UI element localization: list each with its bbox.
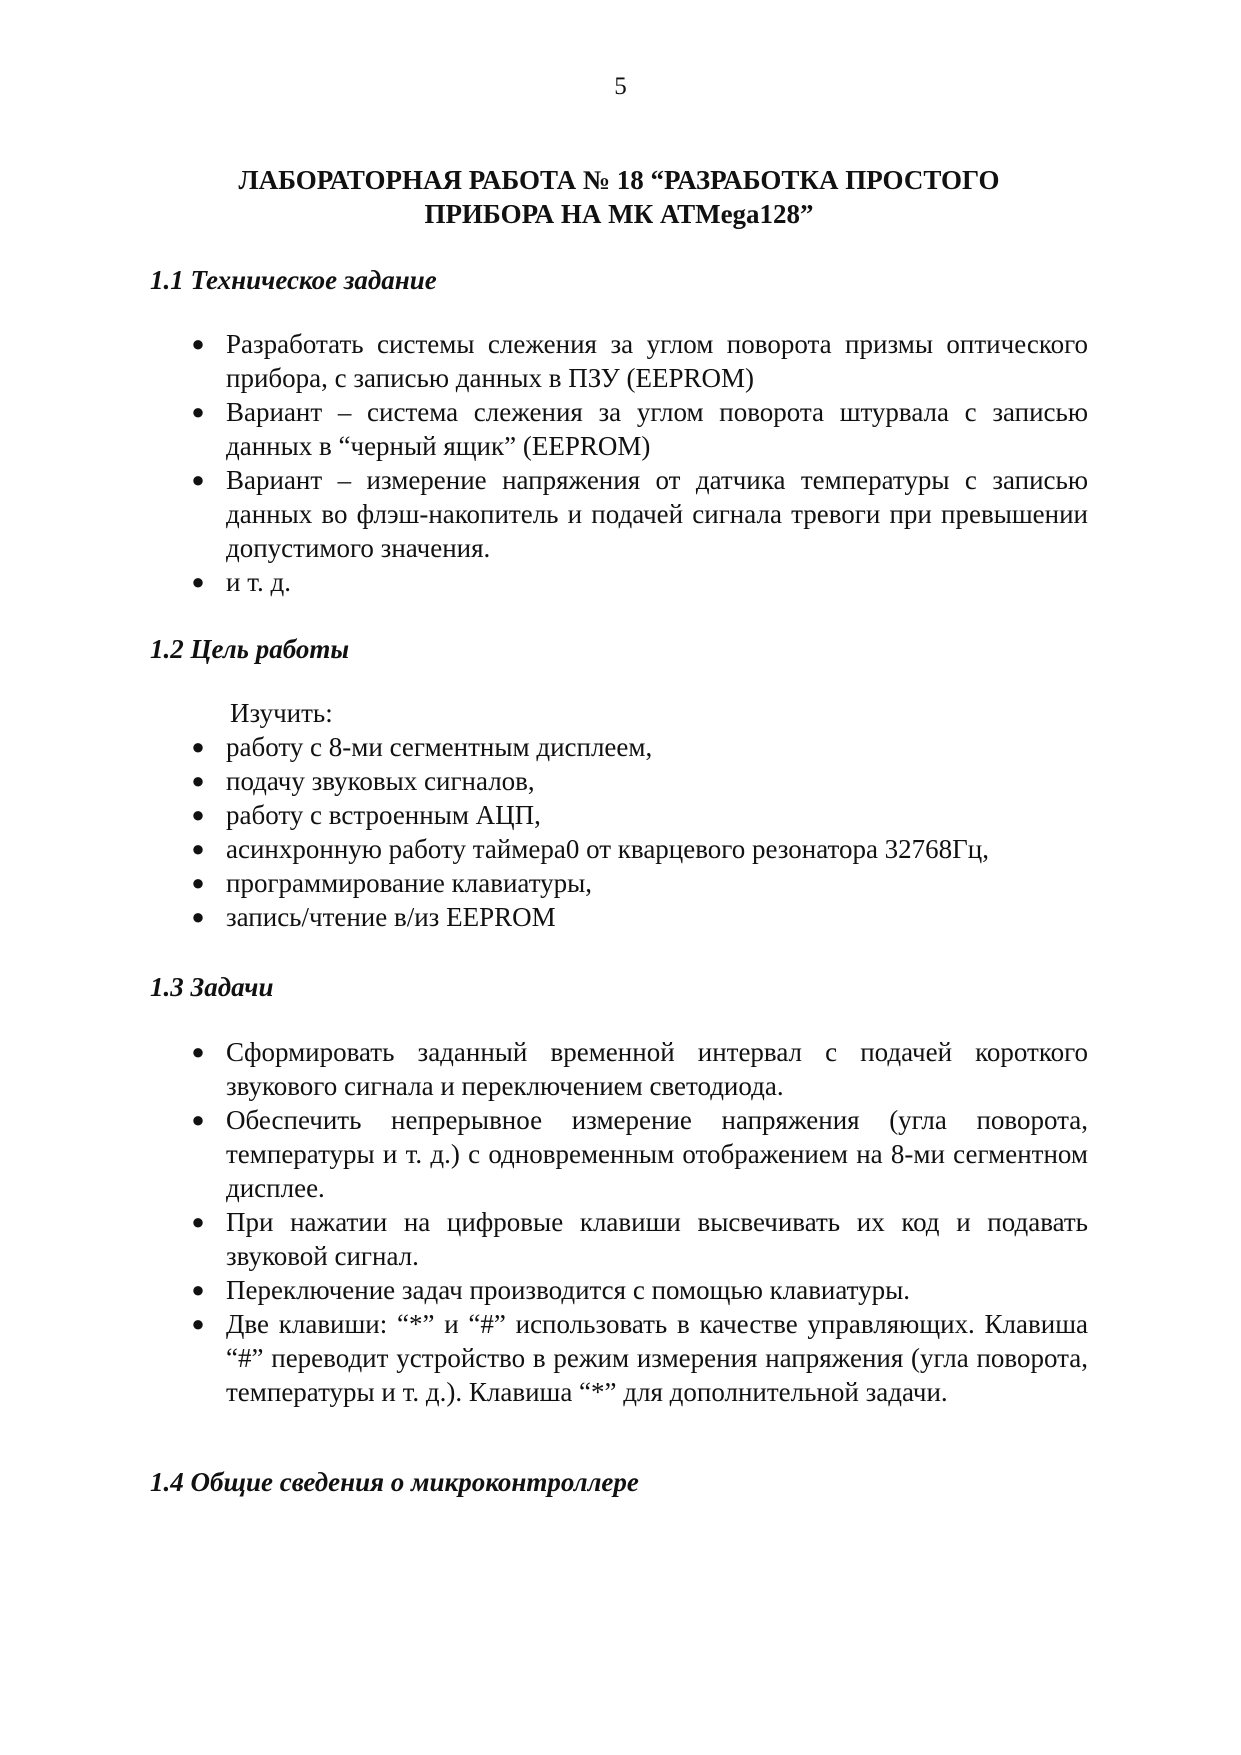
bullet-icon: ● <box>191 1039 205 1064</box>
section-heading-1-2: 1.2 Цель работы <box>150 634 350 664</box>
list-item: ● Переключение задач производится с помощью клавиатуры. <box>186 1273 1088 1307</box>
goal-intro: Изучить: <box>230 698 333 728</box>
list-item: ● При нажатии на цифровые клавиши высвечивать их код и подавать звуковой сигнал. <box>186 1205 1088 1273</box>
title-line-1: ЛАБОРАТОРНАЯ РАБОТА № 18 “РАЗРАБОТКА ПРОСТОГО <box>238 165 1000 195</box>
title-line-2: ПРИБОРА НА МК АТMega128” <box>424 199 814 229</box>
list-item: ● программирование клавиатуры, <box>186 866 1088 900</box>
bullet-icon: ● <box>191 870 205 895</box>
list-item: ● и т. д. <box>186 565 1088 599</box>
list-item: ● подачу звуковых сигналов, <box>186 764 1088 798</box>
page-number: 5 <box>614 73 627 100</box>
bullet-icon: ● <box>191 399 205 424</box>
bullet-icon: ● <box>191 569 205 594</box>
list-item: ● работу с 8-ми сегментным дисплеем, <box>186 730 1088 764</box>
list-item: ● Обеспечить непрерывное измерение напряжения (угла поворота, температуры и т. д.) с одновременным отображением на 8-ми сегментном дисплее. <box>186 1103 1088 1205</box>
document-title <box>150 163 1088 231</box>
technical-task-list <box>186 327 1088 599</box>
list-item: ● Вариант – система слежения за углом поворота штурвала с записью данных в “черный ящик” (EEPROM) <box>186 395 1088 463</box>
bullet-icon: ● <box>191 836 205 861</box>
bullet-icon: ● <box>191 1311 205 1336</box>
list-item: ● Вариант – измерение напряжения от датчика температуры с записью данных во флэш-накопитель и подачей сигнала тревоги при превышении допустимого значения. <box>186 463 1088 565</box>
bullet-icon: ● <box>191 1209 205 1234</box>
section-heading-1-3: 1.3 Задачи <box>150 972 274 1002</box>
bullet-icon: ● <box>191 734 205 759</box>
bullet-icon: ● <box>191 1277 205 1302</box>
bullet-icon: ● <box>191 331 205 356</box>
section-heading-1-4: 1.4 Общие сведения о микроконтроллере <box>150 1467 639 1497</box>
list-item: ● Две клавиши: “*” и “#” использовать в качестве управляющих. Клавиша “#” переводит устройство в режим измерения напряжения (угла поворота, температуры и т. д.). Клавиша “*” для дополнительной задачи. <box>186 1307 1088 1409</box>
list-item: ● Разработать системы слежения за углом поворота призмы оптического прибора, с записью данных в ПЗУ (EEPROM) <box>186 327 1088 395</box>
list-item: ● асинхронную работу таймера0 от кварцевого резонатора 32768Гц, <box>186 832 1088 866</box>
list-item: ● работу с встроенным АЦП, <box>186 798 1088 832</box>
list-item: ● запись/чтение в/из EEPROM <box>186 900 1088 934</box>
bullet-icon: ● <box>191 904 205 929</box>
section-heading-1-1: 1.1 Техническое задание <box>150 265 437 295</box>
bullet-icon: ● <box>191 467 205 492</box>
bullet-icon: ● <box>191 802 205 827</box>
list-item: ● Сформировать заданный временной интервал с подачей короткого звукового сигнала и переключением светодиода. <box>186 1035 1088 1103</box>
tasks-list <box>186 1035 1088 1409</box>
bullet-icon: ● <box>191 768 205 793</box>
goal-list <box>186 730 1088 934</box>
bullet-icon: ● <box>191 1107 205 1132</box>
